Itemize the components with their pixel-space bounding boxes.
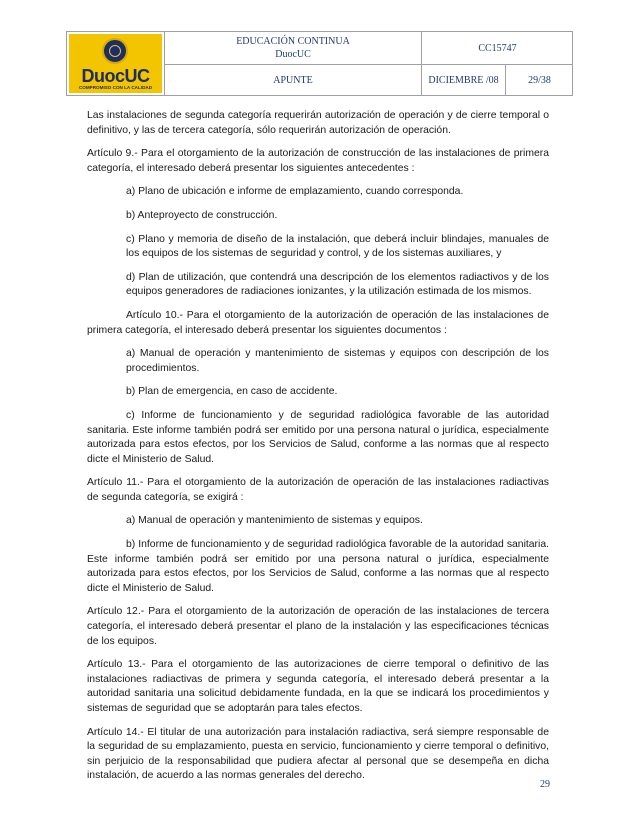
list-item: c) Informe de funcionamiento y de seguridad radiológica favorable de las autoridad sanitaria. Este informe también podrá ser emitido por una persona natural o jurídica, especialmente autorizada para estos efectos, por los Servicios de Salud, conforme a las normas que al respecto dicte el Ministerio de Salud.	[87, 409, 549, 465]
article-9: Artículo 9.- Para el otorgamiento de la autorización de construcción de las instalaciones de primera categoría, el interesado deberá presentar los siguientes antecedentes :	[87, 148, 549, 174]
seal-icon	[102, 38, 128, 64]
page-number: 29	[540, 779, 550, 790]
list-item: a) Manual de operación y mantenimiento de sistemas y equipos con descripción de los procedimientos.	[126, 348, 549, 374]
article-12: Artículo 12.- Para el otorgamiento de la autorización de operación de las instalaciones de tercera categoría, el interesado deberá presentar el plano de la instalación y las especificaciones técnicas de los equipos.	[87, 606, 549, 647]
list-item: a) Plano de ubicación e informe de emplazamiento, cuando corresponda.	[126, 186, 464, 198]
article-10: Artículo 10.- Para el otorgamiento de la autorización de operación de las instalaciones de primera categoría, el interesado deberá presentar los siguientes documentos :	[87, 309, 549, 336]
paragraph: Las instalaciones de segunda categoría requerirán autorización de operación y de cierre temporal o definitivo, y las de tercera categoría, sólo requerirán autorización de operación.	[87, 110, 549, 136]
article-14: Artículo 14.- El titular de una autorización para instalación radiactiva, será siempre responsable de la seguridad de su emplazamiento, puesta en servicio, funcionamiento y cierre temporal o definitivo, sin perjuicio de la responsabilidad que pudiera afectar al personal que se desempeña en dicha instalación, de acuerdo a las normas generales del derecho.	[87, 726, 549, 782]
document-body	[87, 109, 549, 793]
header-page-count: 29/38	[528, 75, 551, 86]
document-date: DICIEMBRE /08	[428, 75, 499, 86]
document-header	[66, 31, 573, 96]
list-item: b) Anteproyecto de construcción.	[126, 209, 278, 221]
logo-tagline: COMPROMISO CON LA CALIDAD	[78, 85, 153, 90]
duocuc-logo	[69, 34, 162, 93]
list-item: b) Plan de emergencia, en caso de accidente.	[126, 386, 338, 398]
article-13: Artículo 13.- Para el otorgamiento de las autorizaciones de cierre temporal o definitivo de las instalaciones radiactivas de primera y segunda categoría, el interesado deberá presentar a la autoridad sanitaria una solicitud debidamente fundada, en la que se indicará los procedimientos y sistemas de seguridad que se adoptarán para tales efectos.	[87, 659, 549, 714]
list-item: c) Plano y memoria de diseño de la instalación, que deberá incluir blindajes, manuales de los equipos de los sistemas de seguridad y control, y de los sistemas auxiliares, y	[126, 233, 549, 260]
header-title-line2: DuocUC	[275, 49, 311, 60]
header-title-line1: EDUCACIÓN CONTINUA	[236, 36, 350, 47]
list-item: b) Informe de funcionamiento y de seguridad radiológica favorable de la autoridad sanitaria. Este informe también podrá ser emitido por una persona natural o jurídica, especialmente autorizada para estos efectos, por los Servicios de Salud, conforme a las normas que al respecto dicte el Ministerio de Salud.	[87, 539, 549, 594]
document-type: APUNTE	[273, 75, 313, 86]
logo-wordmark: DuocUC	[81, 66, 150, 86]
document-code: CC15747	[478, 42, 517, 54]
article-11: Artículo 11.- Para el otorgamiento de la autorización de operación de las instalaciones radiactivas de segunda categoría, se exigirá :	[87, 477, 549, 503]
list-item: d) Plan de utilización, que contendrá una descripción de los elementos radiactivos y de los equipos generadores de radiaciones ionizantes, y la utilización estimada de los mismos.	[126, 271, 549, 298]
list-item: a) Manual de operación y mantenimiento de sistemas y equipos.	[126, 515, 423, 527]
header-title	[165, 32, 421, 64]
